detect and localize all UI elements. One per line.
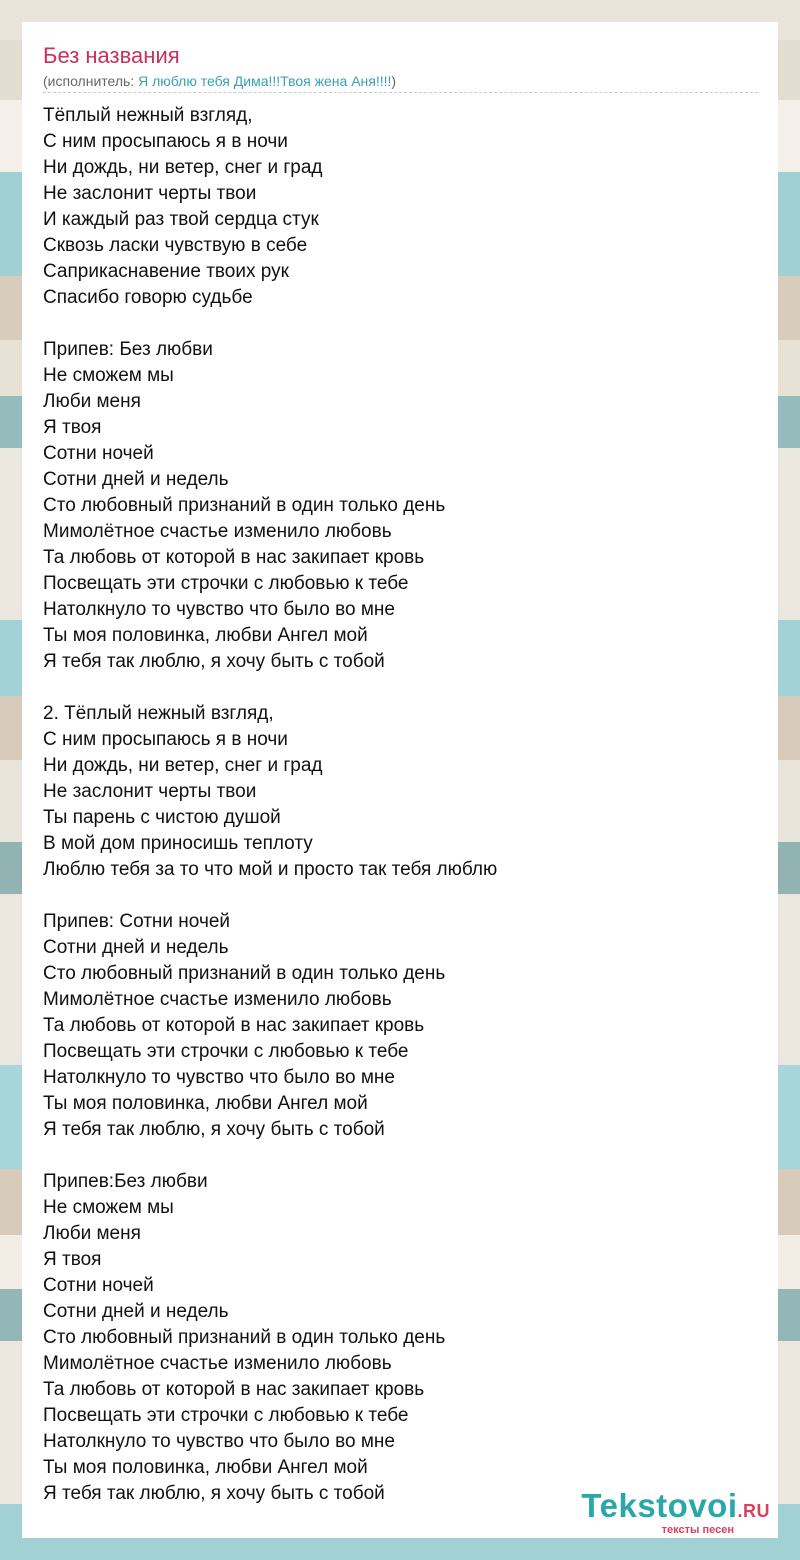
lyric-line: Та любовь от которой в нас закипает кровь [43, 1379, 425, 1400]
lyric-line: Мимолётное счастье изменило любовь [43, 989, 392, 1010]
lyric-line: Припев: Без любви [43, 339, 213, 360]
song-title: Без названия [43, 43, 180, 68]
lyric-line: Сотни ночей [43, 443, 154, 464]
lyrics-text [43, 103, 758, 1507]
lyric-line: Припев: Сотни ночей [43, 911, 231, 932]
lyric-line: Та любовь от которой в нас закипает кровь [43, 547, 425, 568]
lyric-line: Сто любовный признаний в один только день [43, 963, 446, 984]
lyric-line: Я твоя [43, 417, 102, 438]
lyric-line: Не сможем мы [43, 1197, 174, 1218]
lyric-line: И каждый раз твой сердца стук [43, 209, 319, 230]
header-divider [43, 92, 758, 93]
lyric-line: Посвещать эти строчки с любовью к тебе [43, 1041, 409, 1062]
lyric-line: Ни дождь, ни ветер, снег и град [43, 157, 323, 178]
lyric-line: С ним просыпаюсь я в ночи [43, 131, 288, 152]
lyric-line: Ни дождь, ни ветер, снег и град [43, 755, 323, 776]
lyric-line: Тёплый нежный взгляд, [43, 105, 253, 126]
lyric-line: Сотни ночей [43, 1275, 154, 1296]
lyric-line: Мимолётное счастье изменило любовь [43, 1353, 392, 1374]
lyric-line: Не сможем мы [43, 365, 174, 386]
lyric-line: С ним просыпаюсь я в ночи [43, 729, 288, 750]
lyric-line: Натолкнуло то чувство что было во мне [43, 1067, 395, 1088]
lyric-line: Припев:Без любви [43, 1171, 208, 1192]
artist-link[interactable]: Я люблю тебя Дима!!!Твоя жена Аня!!!! [138, 73, 392, 89]
lyric-line: Люби меня [43, 391, 141, 412]
lyric-line: Я тебя так люблю, я хочу быть с тобой [43, 651, 385, 672]
lyric-line: Ты парень с чистою душой [43, 807, 281, 828]
lyric-line: Сотни дней и недель [43, 469, 229, 490]
lyric-line: Ты моя половинка, любви Ангел мой [43, 1457, 368, 1478]
lyrics-card [22, 22, 778, 1538]
song-header [43, 42, 758, 90]
lyric-line: Сотни дней и недель [43, 937, 229, 958]
logo-wordmark [581, 1489, 770, 1528]
lyric-line [43, 1143, 758, 1169]
lyric-line: Натолкнуло то чувство что было во мне [43, 599, 395, 620]
lyric-line: В мой дом приносишь теплоту [43, 833, 313, 854]
lyric-line: Натолкнуло то чувство что было во мне [43, 1431, 395, 1452]
logo-tld: .RU [737, 1501, 770, 1521]
lyric-line: Сотни дней и недель [43, 1301, 229, 1322]
lyric-line: Я твоя [43, 1249, 102, 1270]
lyric-line: 2. Тёплый нежный взгляд, [43, 703, 274, 724]
lyric-line: Ты моя половинка, любви Ангел мой [43, 625, 368, 646]
lyric-line: Я тебя так люблю, я хочу быть с тобой [43, 1483, 385, 1504]
lyric-line: Сквозь ласки чувствую в себе [43, 235, 308, 256]
lyric-line: Люби меня [43, 1223, 141, 1244]
lyric-line [43, 675, 758, 701]
lyric-line: Та любовь от которой в нас закипает кровь [43, 1015, 425, 1036]
lyric-line: Люблю тебя за то что мой и просто так тебя люблю [43, 859, 498, 880]
lyric-line: Не заслонит черты твои [43, 183, 257, 204]
lyric-line [43, 883, 758, 909]
byline-suffix: ) [391, 73, 397, 89]
artist-byline [43, 72, 758, 90]
lyric-line: Саприкаснавение твоих рук [43, 261, 289, 282]
lyric-line: Посвещать эти строчки с любовью к тебе [43, 573, 409, 594]
lyric-line [43, 311, 758, 337]
lyric-line: Сто любовный признаний в один только день [43, 495, 446, 516]
lyric-line: Спасибо говорю судьбе [43, 287, 253, 308]
logo-tagline: тексты песен [661, 1524, 734, 1536]
logo-name: Tekstovoi [581, 1487, 738, 1524]
lyric-line: Мимолётное счастье изменило любовь [43, 521, 392, 542]
lyric-line: Я тебя так люблю, я хочу быть с тобой [43, 1119, 385, 1140]
byline-prefix: (исполнитель: [43, 73, 139, 89]
lyric-line: Ты моя половинка, любви Ангел мой [43, 1093, 368, 1114]
lyric-line: Посвещать эти строчки с любовью к тебе [43, 1405, 409, 1426]
lyric-line: Не заслонит черты твои [43, 781, 257, 802]
lyric-line: Сто любовный признаний в один только день [43, 1327, 446, 1348]
site-logo[interactable] [581, 1489, 770, 1536]
